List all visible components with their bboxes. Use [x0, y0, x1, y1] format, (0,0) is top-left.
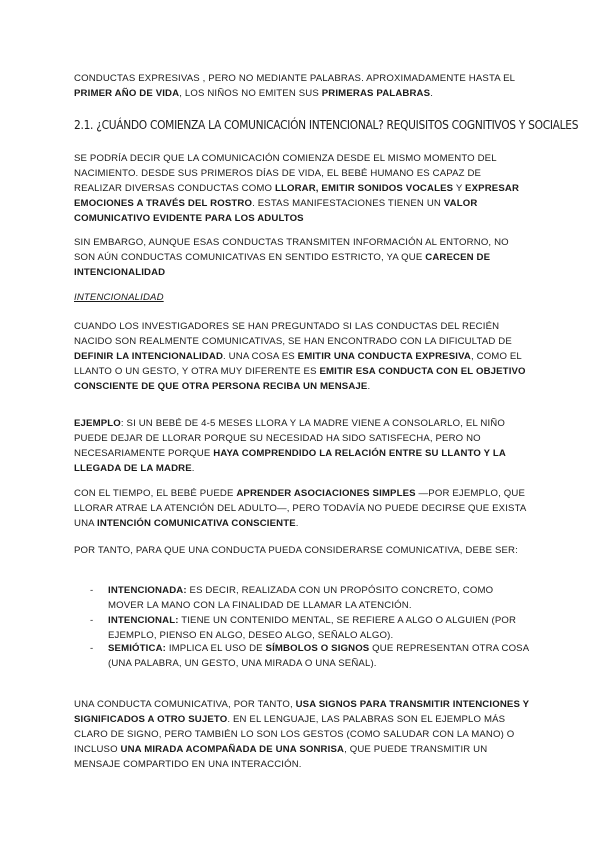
text-run: QUE REPRESENTAN OTRA COSA (UNA PALABRA, UN GESTO, UNA MIRADA O UNA SEÑAL). [108, 643, 529, 669]
text-run: CON EL TIEMPO, EL BEBÉ PUEDE [74, 488, 237, 499]
bold-run: EMITIR UNA CONDUCTA EXPRESIVA [297, 351, 471, 362]
subheading-intencionalidad: INTENCIONALIDAD [74, 292, 164, 303]
bold-run: EMITIR ESA CONDUCTA CON EL OBJETIVO CONSCIENTE DE QUE OTRA PERSONA RECIBA UN MENSAJE [74, 366, 526, 392]
text-run: , LOS NIÑOS NO EMITEN SUS [179, 88, 322, 99]
text-run: . EN EL LENGUAJE, LAS PALABRAS SON EL EJEMPLO MÁS CLARO DE SIGNO, PERO TAMBIÉN LO SON LOS GESTOS (COMO SALUDAR CON LA MANO) O INCLUSO [74, 714, 515, 755]
text-run: CUANDO LOS INVESTIGADORES SE HAN PREGUNTADO SI LAS CONDUCTAS DEL RECIÉN NACIDO SON REALMENTE COMUNICATIVAS, SE HAN ENCONTRADO CON LA DIFICULTAD DE [74, 321, 512, 347]
list-item-semiotica [90, 641, 530, 671]
bold-run: EXPRESAR EMOCIONES A TRAVÉS DEL ROSTRO [74, 183, 520, 209]
text-run: . [430, 88, 434, 99]
bold-run: APRENDER ASOCIACIONES SIMPLES [236, 488, 416, 499]
paragraph-example [74, 416, 529, 476]
bold-run: UNA MIRADA ACOMPAÑADA DE UNA SONRISA [120, 744, 345, 755]
bold-run: CARECEN DE INTENCIONALIDAD [74, 252, 491, 278]
paragraph-researchers [74, 319, 529, 394]
intro-paragraph [74, 71, 529, 101]
list-dash: - [90, 585, 94, 596]
section-heading: 2.1. ¿CUÁNDO COMIENZA LA COMUNICACIÓN INTENCIONAL? REQUISITOS COGNITIVOS Y SOCIALES [74, 117, 579, 132]
text-run: Y [453, 183, 466, 194]
list-dash: - [90, 643, 94, 654]
list-item-text [108, 583, 530, 613]
bold-run: SEMIÓTICA: [108, 643, 166, 654]
bold-run: INTENCIÓN COMUNICATIVA CONSCIENTE [97, 518, 296, 529]
bold-run: EJEMPLO [74, 418, 121, 429]
list-item-intencionada [90, 583, 530, 613]
text-run: : SI UN BEBÉ DE 4-5 MESES LLORA Y LA MADRE VIENE A CONSOLARLO, EL NIÑO PUEDE DEJAR DE LLORAR PORQUE SU NECESIDAD HA SIDO SATISFECHA, PERO NO NECESARIAMENTE PORQUE [74, 418, 505, 459]
paragraph-therefore: POR TANTO, PARA QUE UNA CONDUCTA PUEDA CONSIDERARSE COMUNICATIVA, DEBE SER: [74, 545, 518, 556]
bold-run: SÍMBOLOS O SIGNOS [265, 643, 370, 654]
bold-run: LLORAR, EMITIR SONIDOS VOCALES [274, 183, 454, 194]
text-run: SIN EMBARGO, AUNQUE ESAS CONDUCTAS TRANSMITEN INFORMACIÓN AL ENTORNO, NO SON AÚN CONDUCTAS COMUNICATIVAS EN SENTIDO ESTRICTO, YA QUE [74, 237, 509, 263]
list-item-intencional [90, 613, 530, 643]
bold-run: INTENCIONADA: [108, 585, 187, 596]
text-run: . UNA COSA ES [223, 351, 298, 362]
text-run: ES DECIR, REALIZADA CON UN PROPÓSITO CONCRETO, COMO MOVER LA MANO CON LA FINALIDAD DE LLAMAR LA ATENCIÓN. [108, 585, 494, 611]
bold-run: INTENCIONAL: [108, 615, 179, 626]
paragraph-over-time [74, 486, 529, 531]
text-run: SE PODRÍA DECIR QUE LA COMUNICACIÓN COMIENZA DESDE EL MISMO MOMENTO DEL NACIMIENTO. DESDE SUS PRIMEROS DÍAS DE VIDA, EL BEBÉ HUMANO ES CAPAZ DE REALIZAR DIVERSAS CONDUCTAS COMO [74, 153, 497, 194]
text-run: . ESTAS MANIFESTACIONES TIENEN UN [252, 198, 444, 209]
text-run: . [295, 518, 299, 529]
text-run: , COMO EL LLANTO O UN GESTO, Y OTRA MUY DIFERENTE ES [74, 351, 522, 377]
text-run: UNA CONDUCTA COMUNICATIVA, POR TANTO, [74, 699, 296, 710]
text-run: TIENE UN CONTENIDO MENTAL, SE REFIERE A ALGO O ALGUIEN (POR EJEMPLO, PIENSO EN ALGO, DESEO ALGO, SEÑALO ALGO). [108, 615, 517, 641]
text-run: . [367, 381, 371, 392]
text-run: , QUE PUEDE TRANSMITIR UN MENSAJE COMPARTIDO EN UNA INTERACCIÓN. [74, 744, 488, 770]
bold-run: DEFINIR LA INTENCIONALIDAD [74, 351, 224, 362]
bold-run: HAYA COMPRENDIDO LA RELACIÓN ENTRE SU LLANTO Y LA LLEGADA DE LA MADRE [74, 448, 506, 474]
paragraph-however [74, 235, 529, 280]
text-run: . [191, 463, 195, 474]
list-dash: - [90, 615, 94, 626]
text-run: IMPLICA EL USO DE [166, 643, 266, 654]
bold-run: USA SIGNOS PARA TRANSMITIR INTENCIONES Y SIGNIFICADOS A OTRO SUJETO [74, 699, 530, 725]
list-item-text [108, 613, 530, 643]
bold-run: PRIMER AÑO DE VIDA [74, 88, 180, 99]
paragraph-communication-start [74, 151, 529, 226]
bold-run: PRIMERAS PALABRAS [321, 88, 431, 99]
paragraph-conclusion [74, 697, 529, 772]
bold-run: VALOR COMUNICATIVO EVIDENTE PARA LOS ADULTOS [74, 198, 478, 224]
text-run: CONDUCTAS EXPRESIVAS , PERO NO MEDIANTE PALABRAS. APROXIMADAMENTE HASTA EL [74, 73, 515, 84]
list-item-text [108, 641, 530, 671]
text-run: —POR EJEMPLO, QUE LLORAR ATRAE LA ATENCIÓN DEL ADULTO—, PERO TODAVÍA NO PUEDE DECIRSE QUE EXISTA UNA [74, 488, 526, 529]
